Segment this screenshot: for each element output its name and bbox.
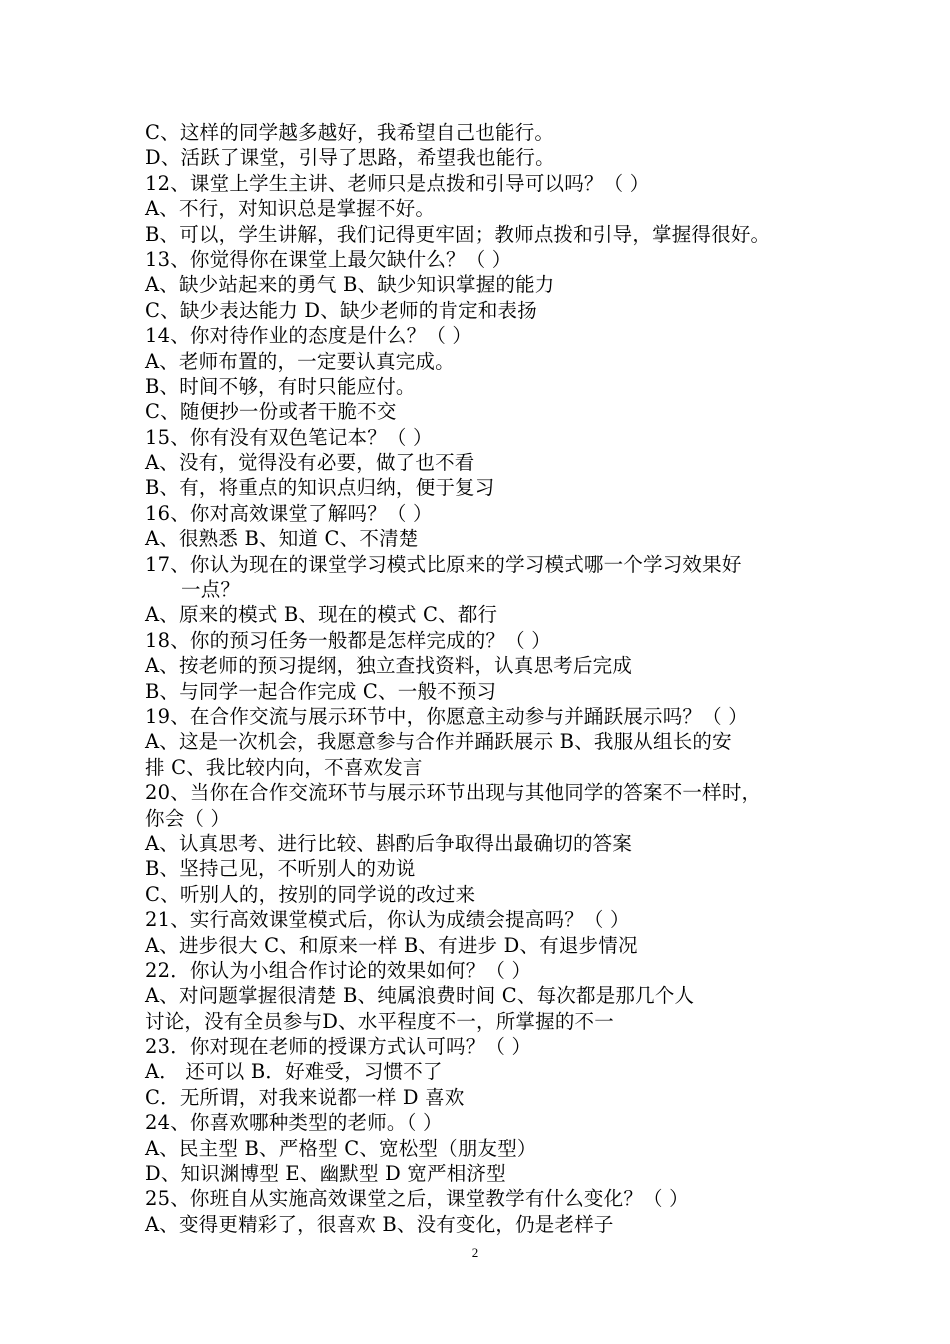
question-18: 18、你的预习任务一般都是怎样完成的？（ ） (145, 628, 551, 652)
text-line: C、随便抄一份或者干脆不交 (145, 400, 397, 424)
text-line-continuation: 一点？ (181, 578, 241, 602)
text-line: B、可以，学生讲解，我们记得更牢固；教师点拨和引导，掌握得很好。 (145, 222, 771, 246)
text-line: A、认真思考、进行比较、斟酌后争取得出最确切的答案 (145, 831, 633, 855)
text-line: A、原来的模式 B、现在的模式 C、都行 (145, 603, 498, 627)
text-line: 排 C、我比较内向，不喜欢发言 (145, 755, 423, 779)
question-19: 19、在合作交流与展示环节中，你愿意主动参与并踊跃展示吗？（ ） (145, 704, 748, 728)
text-line: D、知识渊博型 E、幽默型 D 宽严相济型 (145, 1162, 506, 1186)
question-20: 20、当你在合作交流环节与展示环节出现与其他同学的答案不一样时， (145, 781, 762, 805)
text-line: A． 还可以 B．好难受，习惯不了 (145, 1060, 443, 1084)
question-12: 12、课堂上学生主讲、老师只是点拨和引导可以吗？（ ） (145, 171, 650, 195)
question-17: 17、你认为现在的课堂学习模式比原来的学习模式哪一个学习效果好 (145, 552, 742, 576)
text-line: A、对问题掌握很清楚 B、纯属浪费时间 C、每次都是那几个人 (145, 984, 695, 1008)
text-line: B、坚持己见，不听别人的劝说 (145, 857, 416, 881)
text-line: A、这是一次机会，我愿意参与合作并踊跃展示 B、我服从组长的安 (145, 730, 732, 754)
text-line: 你会（ ） (145, 806, 231, 830)
question-16: 16、你对高效课堂了解吗？（ ） (145, 501, 433, 525)
text-line: C．无所谓，对我来说都一样 D 喜欢 (145, 1085, 465, 1109)
question-15: 15、你有没有双色笔记本？（ ） (145, 425, 433, 449)
text-line: A、民主型 B、严格型 C、宽松型（朋友型） (145, 1136, 537, 1160)
text-line: A、老师布置的，一定要认真完成。 (145, 349, 455, 373)
text-line: A、缺少站起来的勇气 B、缺少知识掌握的能力 (145, 273, 555, 297)
question-21: 21、实行高效课堂模式后，你认为成绩会提高吗？（ ） (145, 908, 630, 932)
text-line: 讨论，没有全员参与D、水平程度不一，所掌握的不一 (145, 1009, 614, 1033)
page-number: 2 (471, 1245, 479, 1260)
question-14: 14、你对待作业的态度是什么？（ ） (145, 324, 473, 348)
text-line: B、时间不够，有时只能应付。 (145, 374, 416, 398)
text-line: A、不行，对知识总是掌握不好。 (145, 197, 436, 221)
question-25: 25、你班自从实施高效课堂之后，课堂教学有什么变化？（ ） (145, 1187, 689, 1211)
text-line: C、缺少表达能力 D、缺少老师的肯定和表扬 (145, 298, 537, 322)
questionnaire-body (145, 120, 825, 1237)
text-line: A、很熟悉 B、知道 C、不清楚 (145, 527, 419, 551)
text-line: A、进步很大 C、和原来一样 B、有进步 D、有退步情况 (145, 933, 638, 957)
text-line: D、活跃了课堂，引导了思路，希望我也能行。 (145, 146, 555, 170)
text-line: C、听别人的，按别的同学说的改过来 (145, 882, 476, 906)
question-22: 22．你认为小组合作讨论的效果如何？（ ） (145, 958, 532, 982)
question-23: 23．你对现在老师的授课方式认可吗？（ ） (145, 1035, 532, 1059)
question-13: 13、你觉得你在课堂上最欠缺什么？（ ） (145, 247, 512, 271)
text-line: B、有，将重点的知识点归纳，便于复习 (145, 476, 495, 500)
text-line: A、变得更精彩了，很喜欢 B、没有变化，仍是老样子 (145, 1212, 614, 1236)
text-line: B、与同学一起合作完成 C、一般不预习 (145, 679, 497, 703)
text-line: A、没有，觉得没有必要，做了也不看 (145, 451, 475, 475)
question-24: 24、你喜欢哪种类型的老师。（ ） (145, 1111, 443, 1135)
text-line: A、按老师的预习提纲，独立查找资料，认真思考后完成 (145, 654, 633, 678)
text-line: C、这样的同学越多越好，我希望自己也能行。 (145, 121, 555, 144)
